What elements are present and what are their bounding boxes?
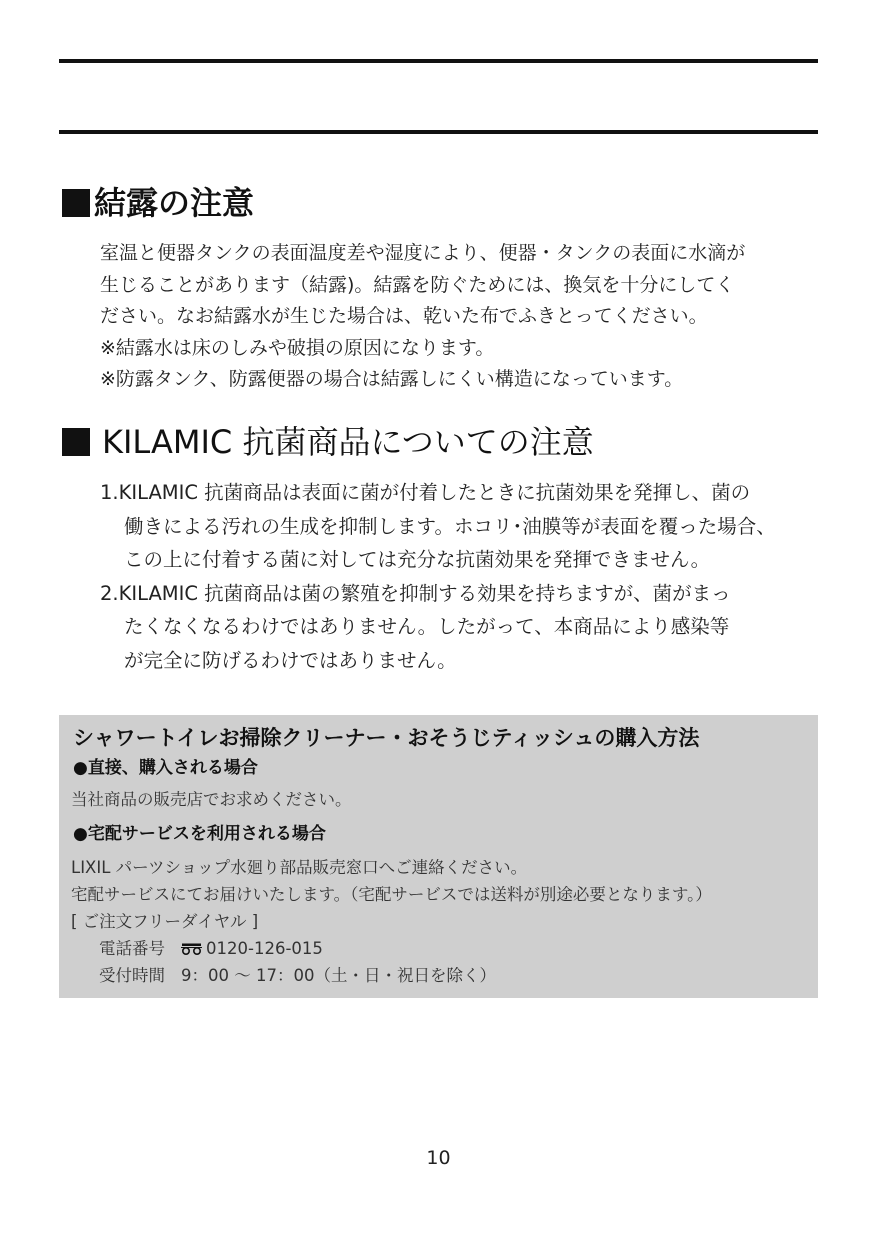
hours-row <box>71 962 712 989</box>
paragraph-line: ださい。なお結露水が生じた場合は、乾いた布でふきとってください。 <box>100 305 708 327</box>
phone-row <box>71 935 712 962</box>
note-line: ※防露タンク、防露便器の場合は結露しにくい構造になっています。 <box>100 368 684 390</box>
delivery-heading: ●宅配サービスを利用される場合 <box>73 824 326 844</box>
list-item <box>100 476 820 577</box>
delivery-details <box>71 854 712 989</box>
purchase-box-title: シャワートイレお掃除クリーナー・おそうじティッシュの購入方法 <box>73 726 700 750</box>
list-item-line: 1.KILAMIC 抗菌商品は表面に菌が付着したときに抗菌効果を発揮し、菌の <box>100 481 751 504</box>
list-item <box>100 577 820 678</box>
section-heading-condensation <box>62 183 254 223</box>
list-item-line: この上に付着する菌に対しては充分な抗菌効果を発揮できません。 <box>124 548 711 571</box>
square-bullet-icon <box>62 189 90 217</box>
paragraph-line: 生じることがあります（結露)。結露を防ぐためには、換気を十分にしてく <box>100 273 735 296</box>
hours-label: 受付時間 <box>99 966 165 985</box>
note-line: ※結露水は床のしみや破損の原因になります。 <box>100 336 495 359</box>
direct-purchase-text: 当社商品の販売店でお求めください。 <box>71 790 352 809</box>
phone-label: 電話番号 <box>99 939 165 958</box>
antibacterial-notes <box>100 476 820 677</box>
list-item-line: が完全に防げるわけではありません。 <box>124 648 457 672</box>
paragraph-line: 室温と便器タンクの表面温度差や湿度により、便器・タンクの表面に水滴が <box>100 242 746 264</box>
hours-value: 9：00 ～ 17：00（土・日・祝日を除く） <box>181 966 496 985</box>
list-item-line: 働きによる汚れの生成を抑制します。ホコリ･油膜等が表面を覆った場合、 <box>124 514 776 538</box>
phone-number: 0120-126-015 <box>206 939 323 958</box>
delivery-line: 宅配サービスにてお届けいたします。（宅配サービスでは送料が別途必要となります。） <box>71 885 712 904</box>
section-title: 結露の注意 <box>94 184 255 222</box>
free-dial-icon <box>181 943 202 955</box>
square-bullet-icon <box>62 428 90 456</box>
page-number: 10 <box>426 1147 451 1169</box>
free-dial-label: [ ご注文フリーダイヤル ] <box>71 912 259 931</box>
list-item-line: 2.KILAMIC 抗菌商品は菌の繁殖を抑制する効果を持ちますが、菌がまっ <box>100 581 731 605</box>
direct-purchase-heading: ●直接、購入される場合 <box>73 758 258 778</box>
condensation-notes <box>100 238 820 396</box>
top-rule <box>59 59 818 63</box>
section-heading-antibacterial <box>62 422 594 462</box>
list-item-line: たくなくなるわけではありません。したがって、本商品により感染等 <box>124 615 730 638</box>
delivery-line: LIXIL パーツショップ水廻り部品販売窓口へご連絡ください。 <box>71 858 528 877</box>
section-title: KILAMIC 抗菌商品についての注意 <box>102 423 594 461</box>
purchase-info-box <box>59 715 818 998</box>
header-rule <box>59 130 818 134</box>
